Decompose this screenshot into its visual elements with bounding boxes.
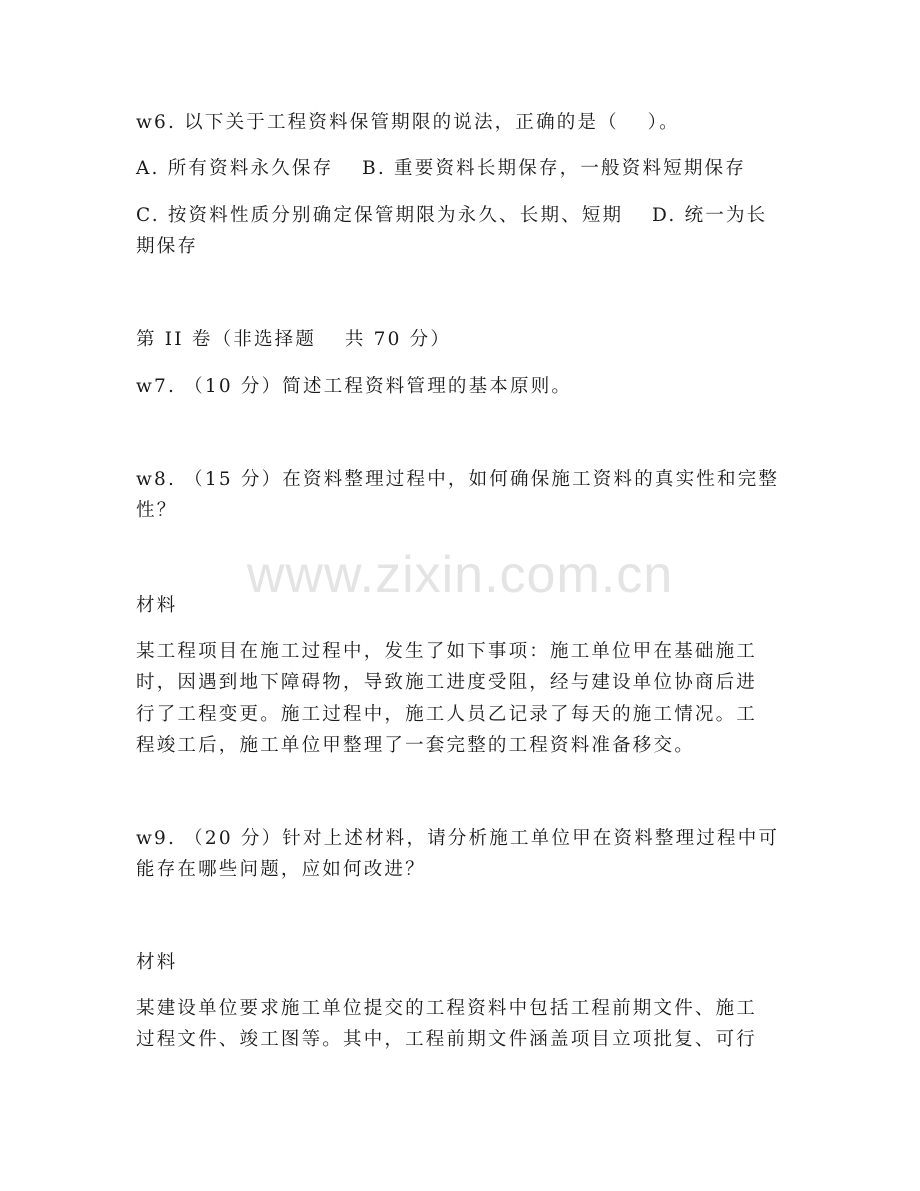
- question-9-line-2: 能存在哪些问题，应如何改进？: [136, 859, 426, 880]
- material-1-line-3: 行了工程变更。施工过程中，施工人员乙记录了每天的施工情况。工: [136, 704, 758, 725]
- watermark: www.zixin.com.cn: [246, 546, 674, 604]
- section-2-title: 第 II 卷（非选择题 共 70 分）: [136, 329, 452, 350]
- question-6-options-ab: A. 所有资料永久保存 B. 重要资料长期保存，一般资料短期保存: [136, 158, 746, 179]
- material-2-line-1: 某建设单位要求施工单位提交的工程资料中包括工程前期文件、施工: [136, 998, 758, 1019]
- question-8-line-1: w8. （15 分）在资料整理过程中，如何确保施工资料的真实性和完整: [136, 469, 780, 490]
- question-6-stem: w6. 以下关于工程资料保管期限的说法，正确的是（ ）。: [136, 112, 680, 133]
- material-2-line-2: 过程文件、竣工图等。其中，工程前期文件涵盖项目立项批复、可行: [136, 1029, 758, 1050]
- material-1-line-2: 时，因遇到地下障碍物，导致施工进度受阻，经与建设单位协商后进: [136, 672, 758, 693]
- material-2-title: 材料: [136, 952, 178, 973]
- material-1-line-1: 某工程项目在施工过程中，发生了如下事项：施工单位甲在基础施工: [136, 641, 758, 662]
- question-9-line-1: w9. （20 分）针对上述材料，请分析施工单位甲在资料整理过程中可: [136, 828, 780, 849]
- question-7-stem: w7. （10 分）简述工程资料管理的基本原则。: [136, 376, 573, 397]
- question-6-options-cd: C. 按资料性质分别确定保管期限为永久、长期、短期 D. 统一为长: [136, 205, 768, 226]
- question-6-options-cd-continued: 期保存: [136, 236, 199, 257]
- material-1-line-4: 程竣工后，施工单位甲整理了一套完整的工程资料准备移交。: [136, 735, 695, 756]
- question-8-line-2: 性？: [136, 500, 178, 521]
- material-1-title: 材料: [136, 595, 178, 616]
